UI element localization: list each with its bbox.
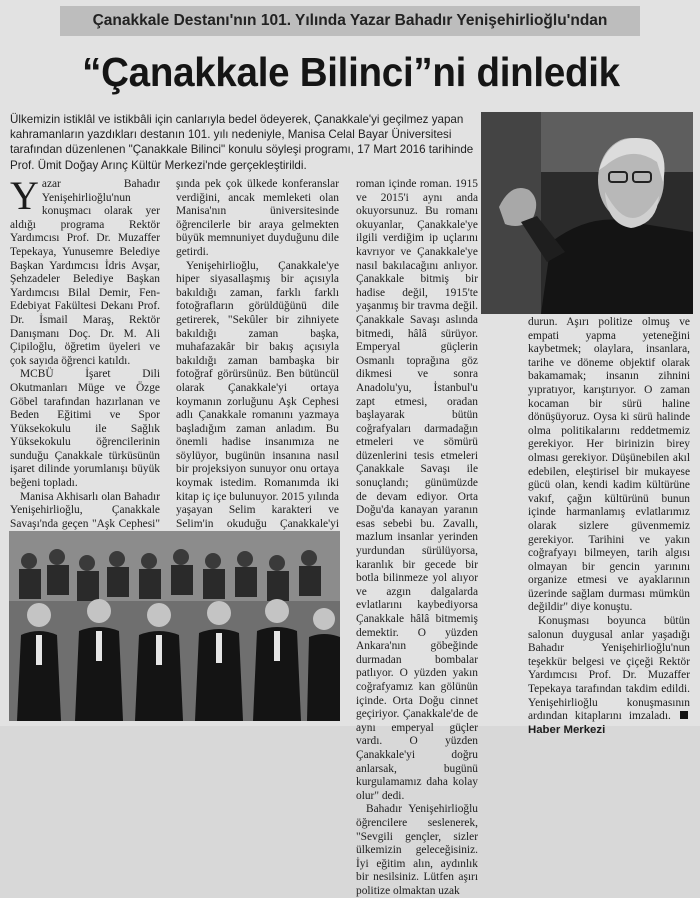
speaker-photo [481, 112, 693, 314]
kicker-banner: Çanakkale Destanı'nın 101. Yılında Yazar Bahadır Yenişehirlioğlu'ndan [60, 6, 640, 36]
col1-paragraph-2: MCBÜ İşaret Dili Okutmanları Müge ve Özge Göbel tarafından hazırlanan ve Beden Eğitimi ve Spor Yüksekokulu ile Sağlık Yüksekokulu öğrencilerinin sunduğu Çanakkale türküsünün işaret dilinde yorumlanışı büyük beğeni topladı. [10, 368, 160, 490]
col3-paragraph-1: roman içinde roman. 1915 ve 2015'i aynı anda okuyorsunuz. Bu romanı okuyanlar, Çanakkale'ye ilgili verdiğim ip uçlarını kavrıyor ve Çanakkale'ye nasıl bakılacağını anlıyor. Çanakkale bitmiş bir hadise değil, 1915'te yaşanmış bir travma değil. Çanakkale Savaşı aslında bitmedi, hâlâ sürüyor. Emperyal güçlerin Osmanlı toprağına göz dikmesi ve sonra Anadolu'yu, İstanbul'u zapt etmesi, oradan başlayarak bütün coğrafyaları darmadağın etmeleri ve sömürü düzenlerini tesis etmeleri Çanakkale Savaşı ile sonuçlandı; günümüzde de devam ediyor. Orta Doğu'da kanayan yaranın esas sebebi bu. Zavallı, mazlum insanlar yerinden yurdundan sürülüyorsa, karanlık bir gecede bir botla bilinmeze yol alıyor ve azgın dalgalarda evlatlarını kaybediyorsa Çanakkale hâlâ bitmemiş demektir. O yüzden Ankara'nın göbeğinde durmadan bombalar patlıyor. O yüzden yakın coğrafyamız kan gölünün içinde. Orta Doğu cinnet geçiriyor. Çanakkale'de de aynı emperyal güçler vardı. O yüzden Çanakkale'yi doğru anlarsak, bugünü kurgulamamız daha kolay olur" dedi. [356, 178, 478, 802]
article-column-4 [528, 316, 690, 737]
audience-photo [9, 531, 340, 721]
audience-illustration [9, 531, 340, 721]
col4-paragraph-1: durun. Aşırı politize olmuş ve empati yapma yeteneğini kaybetmek; olaylara, insanlara, tarihe ve döneme objektif olarak bakamamak; insanın zihnini yıpratıyor, karıştırıyor. O zaman kocaman bir sürü haline dönüşüyoruz. Oysa ki sürü halinde olma politikalarını reddetmemiz gerekiyor. Her birinizin birey olması gerekiyor. Düşünebilen akıl edebilen, eleştirisel bir mukayese gücü olan, kendi kadim kültürüne vakıf, çağın kültürünü bunun içinde harmanlamış evlatlarımız olarak sizlere güvenmemiz gerekiyor. Tarihini ve yakın coğrafyayı bilmeyen, tarih algısı olmayan bir gencin yarınını organize etmesi ve ayaklarının üzerinde sağlam durması mümkün değildir" diye konuştu. [528, 316, 690, 614]
lede-paragraph: Ülkemizin istiklâl ve istikbâli için canlarıyla bedel ödeyerek, Çanakkale'yi geçilmez yapan kahramanların yazdıkları destanın 101. yılı nedeniyle, Manisa Celal Bayar Üniversitesi tarafından düzenlenen "Çanakkale Bilinci" konulu söyleşi programı, 17 Mart 2016 tarihinde Prof. Ümit Doğay Arınç Kültür Merkezi'nde gerçekleştirildi. [10, 113, 474, 172]
byline: Haber Merkezi [528, 723, 606, 736]
headline: “Çanakkale Bilinci”ni dinledik [82, 49, 620, 95]
col1-paragraph-1: azar Bahadır Yenişehirlioğlu'nun konuşmacı olarak yer aldığı programa Rektör Yardımcısı Prof. Dr. Muzaffer Tepekaya, Yunusemre Belediye Başkan Yardımcısı İdris Avşar, Şehzadeler Belediye Başkan Yardımcısı Bilal Demir, Fen-Edebiyat Fakültesi Dekanı Prof. Dr. İsmail Maraş, Rektör Danışmanı Doç. Dr. M. Ali Çipiloğlu, öğretim üyeleri ve çok sayıda öğrenci katıldı. [10, 178, 160, 367]
article-column-1 [10, 173, 160, 586]
speaker-illustration [481, 112, 693, 314]
article-column-3 [356, 178, 478, 898]
col4-paragraph-2-text: Konuşması boyunca bütün salonun duygusal anlar yaşadığı Bahadır Yenişehirlioğlu'nun teşekkür belgesi ve çiçeği Rektör Yardımcısı Prof. Dr. Muzaffer Tepekaya tarafından takdim edildi. Yenişehirlioğlu konuşmasının ardından kitaplarını imzaladı. [528, 615, 690, 723]
col2-paragraph-1: şında pek çok ülkede konferanslar verdiğini, ancak memleketi olan Manisa'nın üniversitesinde öğrencilerle bir araya gelmekten büyük memnuniyet duyduğunu dile getirdi. [176, 178, 339, 258]
col4-paragraph-2 [528, 615, 690, 737]
square-bullet-icon [680, 711, 688, 719]
col2-paragraph-2: Yenişehirlioğlu, Çanakkale'ye hiper siyasallaşmış bir açısıyla bakıldığı zaman, farklı farklı fotoğrafların görüldüğünü dile getirerek, "Sekûler bir zihniyete bakıldığı zaman başka, muhafazakâr bir bakış açısıyla bakıldığı zaman bambaşka bir fotoğraf görürsünüz. Ben bütüncül olarak Çanakkale'yi ortaya koymanın zorluğunu Aşk Cephesi adlı Çanakkale romanını yazmaya başladığım zaman anladım. Bu önemli hadise insanımıza ne söylüyor, bugünün insanına nasıl bir projeksiyon sunuyor onu ortaya koymak istedim. Romanımda iki kitap iç içe bulunuyor. 2015 yılında yaşayan Selim karakteri ve Selim'in okuduğu Çanakkale'yi [176, 259, 339, 530]
dropcap: Y [10, 173, 39, 218]
col3-paragraph-2: Bahadır Yenişehirlioğlu öğrencilere seslenerek, "Sevgili gençler, sizler ülkemizin geleceğisiniz. İyi eğitim alın, aydınlık bir nesilsiniz. Lütfen aşırı politize olmaktan uzak [356, 803, 478, 897]
article-column-2 [176, 178, 339, 545]
col1-paragraph-3: Manisa Akhisarlı olan Bahadır Yenişehirlioğlu, Çanakkale Savaşı'nda geçen "Aşk Cephesi" [10, 490, 160, 530]
